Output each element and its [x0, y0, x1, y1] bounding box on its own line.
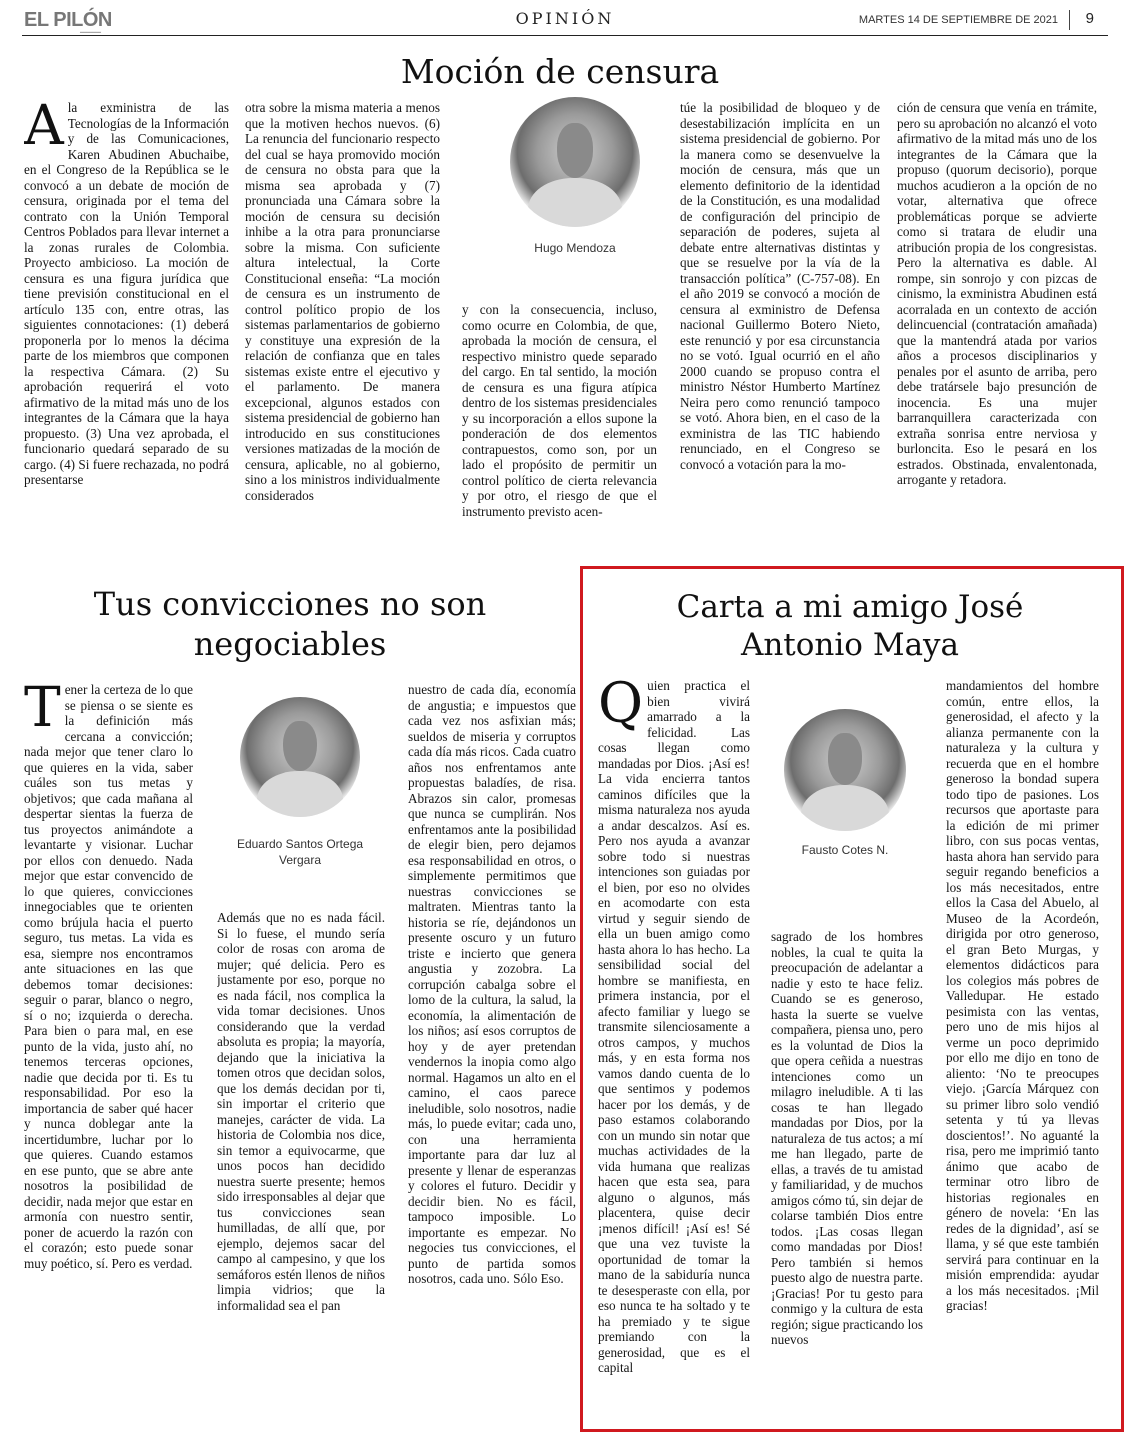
article1-column-3	[462, 302, 657, 560]
article3-col2-text: sagrado de los hombres nobles, la cual te quita la preocupación de adelantar a nadie y esto te hace feliz. Cuando se es generoso, hasta la suerte se vuelve compañera, piensa uno, pero es la voluntad de Dios la que opera ceñida a nuestras intenciones como un milagro ineludible. A ti las cosas te han llegado mandadas por Dios, por la naturaleza de tus actos; a mí me han llegado, parte de ellas, a través de tu amistad y familiaridad, y de muchos amigos cómo tú, sin dejar de colarse también Dios entre todos. ¡Las cosas llegan como mandadas por Dios! Pero también si hemos puesto algo de nuestra parte. ¡Gracias! Por tu gesto para conmigo y la cultura de esta región; sigue practicando los nuevos	[771, 929, 923, 1347]
article1-col1-text: la exministra de las Tecnologías de la Información y de las Comunicaciones, Karen Abudinen Abuchaibe, en el Congreso de la República se le convocó a un debate de moción de censura, originada por el tema del contrato con la Unión Temporal Centros Poblados para llevar internet a la zonas rurales de Colombia. Proyecto ambicioso. La moción de censura es una figura jurídica que tiene previsión constitucional en el artículo 135 con, entre otras, las siguientes connotaciones: (1) deberá proponerla por lo menos la décima parte de los miembros que componen la respectiva Cámara. (2) Su aprobación requerirá el voto afirmativo de la mitad más uno de los integrantes de la Cámara que la haya propuesto. (3) Una vez aprobada, el funcionario quedará separado de su cargo. (4) Si fuere rechazada, no podrá presentarse	[24, 100, 229, 487]
article3-title	[600, 588, 1100, 664]
article2-author-line2: Vergara	[278, 853, 322, 867]
photo-body-shape	[801, 785, 889, 831]
photo-body-shape	[528, 178, 622, 227]
author-photo-eduardo-santos	[240, 697, 360, 817]
article2-col2-text: Además que no es nada fácil. Si lo fuese, el mundo sería color de rosas con aroma de mujer; qué delicia. Pero es justamente por eso, porque no es nada fácil, nos complica la vida tomar decisiones. Unos considerando que la verdad absoluta es propia; la mayoría, dejando que la iniciativa la tomen otros que decidan solos, que los demás decidan por ti, sin importar el criterio que manejes, carácter de vida. La historia de Colombia nos dice, sin temor a equivocarme, que unos pocos han decidido nuestra suerte presente; hemos sido irresponsables al dejar que tus convicciones sean humilladas, de allí que, por ejemplo, dejemos sacar del campo al campesino, y que los semáforos estén llenos de niños limpia vidrios; que la informalidad sea el pan	[217, 910, 385, 1313]
author-photo-fausto-cotes	[784, 709, 906, 831]
article2-author-line1: Eduardo Santos Ortega	[236, 837, 364, 851]
article2-title-line1: Tus convicciones no son	[93, 585, 487, 623]
article1-title: Moción de censura	[400, 52, 720, 91]
article1-column-1	[24, 100, 229, 560]
article1-column-2	[245, 100, 440, 560]
article1-col3-text: y con la consecuencia, incluso, como ocurre en Colombia, de que, aprobada la moción de censura, el respectivo ministro quede separado del cargo. En tal sentido, la moción de censura es una figura atípica dentro de los sistemas presidenciales y su incorporación a ellos supone la ponderación de dos elementos contrapuestos, como son, por un lado el propósito de permitir un control político de cierta relevancia y por otro, el riesgo de que el instrumento previsto acen-	[462, 302, 657, 519]
photo-head-shape	[557, 123, 593, 178]
page-number: 9	[1085, 10, 1094, 27]
article3-column-2	[771, 929, 923, 1423]
logo-subtitle-mark: ━━━━━━━	[80, 30, 102, 36]
article3-col3-text: mandamientos del hombre común, entre ellos, la generosidad, el afecto y la alianza permanente con la naturaleza y la cultura y recuerda que en el hombre generoso la bondad supera todo tipo de pasiones. Los recursos que aportaste para la edición de mi primer libro, con sus pocas ventas, hasta ahora han servido para seguir regando beneficios a los más necesitados, entre ellos la Casa del Abuelo, al Museo de la Acordeón, dirigida por otro generoso, el gran Beto Murgas, y elementos didácticos para los colegios más pobres de Valledupar. He estado pesimista con las ventas, pero uno de mis hijos al verme un poco deprimido por ello me dijo en tono de aliento: ‘No te preocupes viejo. ¡García Márquez con su primer libro solo vendió setenta y tú ya llevas doscientos!’. No aguanté la risa, pero me imprimió tanto ánimo que acabo de terminar otro libro de historias regionales en género de novela: ‘En las redes de la dignidad’, así se llama, y sé que este también servirá para continuar en la misión emprendida: ayudar a los más necesitados. ¡Mil gracias!	[946, 678, 1099, 1313]
article2-col3-text: nuestro de cada día, economía de angustia; e impuestos que cada vez nos asfixian más; sueldos de miseria y corruptos cada día más ricos. Cada cuatro años nos enfrentamos ante propuestas baladíes, de risa. Abrazos sin calor, promesas que nunca se cumplirán. Nos enfrentamos ante la posibilidad de elegir bien, pero dejamos esa responsabilidad en otros, o simplemente permitimos que nuestras convicciones se maltraten. Mientras tanto la historia se ríe, dejándonos un presente oscuro y un futuro triste e incierto que genera angustia y zozobra. La corrupción cabalga sobre el lomo de la cultura, la salud, la economía, la alimentación de los niños; así esos corruptos de hoy y de ayer pretendan vendernos la inopia como algo normal. Hagamos un alto en el camino, el caos parece ineludible, solo nosotros, nadie más, lo puede evitar; cada uno, con una herramienta importante para dar luz al presente y llenar de esperanzas y colores el futuro. Decidir y decidir bien. No es fácil, tampoco imposible. Lo importante es empezar. No negocies tus convicciones, el punto de partida somos nosotros, cada uno. Sólo Eso.	[408, 682, 576, 1286]
issue-date: MARTES 14 DE SEPTIEMBRE DE 2021	[858, 14, 1058, 26]
article2-author	[215, 836, 385, 868]
header-divider	[1069, 10, 1070, 30]
article3-column-3	[946, 678, 1099, 1423]
article2-title	[30, 584, 550, 664]
photo-body-shape	[257, 771, 343, 817]
article3-col1-text: uien practica el bien vivirá amarrado a la felicidad. Las cosas llegan como mandadas por Dios. ¡Así es! La vida encierra tantos caminos difíciles que la misma naturaleza nos ayuda a andar descalzos. Así es. Pero nos ayuda a avanzar sobre todo si nuestras intenciones son guiadas por el bien, por eso no olvides en acomodarte con esta virtud y seguir siendo de ella un buen amigo como hasta ahora lo has hecho. La sensibilidad social del hombre se manifiesta, en primera instancia, por el afecto familiar y luego se transmite silenciosamente a otros campos, y muchos más, y en esta forma nos vamos dando cuenta de lo que sentimos y podemos hacer por los demás, y de paso estamos colaborando con un mundo sin notar que muchas actividades de la vida humana que realizas hacen que esta sea, para alguno o algunos, más placentera, quise decir ¡menos difícil! ¡Así es! Sé que una vez tuviste la oportunidad de tomar la mano de la sabiduría nunca te desesperaste con ella, por eso nunca te ha soltado y te ha premiado y te sigue premiando con la generosidad, que es el capital	[598, 678, 750, 1375]
article3-dropcap: Q	[598, 678, 644, 735]
article1-column-4	[680, 100, 880, 560]
article2-column-1	[24, 682, 193, 1422]
article1-author: Hugo Mendoza	[534, 241, 616, 255]
newspaper-logo: EL PILÓN	[24, 9, 112, 31]
article2-col1-text: ener la certeza de lo que se piensa o se siente es la definición más cercana a convicción; nada mejor que tener claro lo que quieres en la vida, saber cuáles son tus metas y objetivos; que cada mañana al despertar sientas la fuerza de tus proyectos animándote a levantarte y visionar. Luchar por ellos con denuedo. Nada mejor que estar convencido de lo que quieres, convicciones innegociables que te orienten como brújula hacia el puerto seguro, tus metas. La vida es esa, siempre nos encontramos ante situaciones en las que debemos tomar decisiones: seguir o parar, blanco o negro, sí o no; izquierda o derecha. Para bien o para mal, en ese punto de la vida, justo ahí, no tenemos terceras opciones, nadie que decida por ti. Es tu responsabilidad. Por eso la importancia de saber qué hacer y nunca doblegar ante la incertidumbre, luchar por lo que quieres. Cuando estamos en ese punto, que se abre ante nosotros la posibilidad de decidir, nada mejor que estar en armonía con nuestro sentir, poner de acuerdo la razón con el corazón; esto puede sonar muy poético, sí. Pero es verdad.	[24, 682, 193, 1271]
article2-column-2	[217, 910, 385, 1422]
photo-head-shape	[283, 721, 317, 771]
article1-column-5	[897, 100, 1097, 560]
article3-author: Fausto Cotes N.	[801, 843, 889, 857]
article3-title-line1: Carta a mi amigo José	[676, 589, 1024, 625]
photo-head-shape	[828, 733, 862, 784]
article1-dropcap: A	[24, 100, 64, 157]
article1-col4-text: túe la posibilidad de bloqueo y de desestabilización implícita en un sistema presidencial de gobierno. Por la manera como se desenvuelve la moción de censura, más que un elemento definitorio de la identidad de la Constitución, es una modalidad de configuración del principio de separación de poderes, sujeta al debate entre alternativas distintas y que se resuelve por la vía de la transacción política” (C-757-08). En el año 2019 se convocó a moción de censura al exministro de Defensa nacional Guillermo Botero Nieto, este renunció y por esa circunstancia no se votó. Igual ocurrió en el año 2000 cuando se propuso contra el ministro Néstor Humberto Martínez Neira pero como renunció tampoco se votó. Ahora bien, en el caso de la exministra de las TIC habiendo renunciado, en el Congreso se convocó a votación para la mo-	[680, 100, 880, 472]
article1-col2-text: otra sobre la misma materia a menos que la motiven hechos nuevos. (6) La renuncia del funcionario respecto del cual se haya promovido moción de censura no obsta para que la misma sea aprobada y (7) pronunciada una Cámara sobre la moción de censura su decisión inhibe a la otra para pronunciarse sobre la misma. Con suficiente altura intelectual, la Corte Constitucional enseña: “La moción de censura es un instrumento de control político propio de los sistemas parlamentarios de gobierno y constituye una expresión de la relación de confianza que en tales sistemas existe entre el ejecutivo y el parlamento. De manera excepcional, algunos estados con sistema presidencial de gobierno han introducido en sus constituciones versiones matizadas de la moción de censura, aplicable, no al gobierno, sino a los ministros individualmente considerados	[245, 100, 440, 503]
article3-column-1	[598, 678, 750, 1423]
article1-col5-text: ción de censura que venía en trámite, pero su aprobación no alcanzó el voto afirmativo de la mitad más uno de los integrantes de la Cámara que la propuso (quorum decisorio), porque muchos acudieron a la opción de no votar, alternativa que ofrece problemáticas porque se advierte como si tratara de eludir una atribución propia de los congresistas. Pero la alternativa es dable. Al rompe, sin sonrojo y con pizcas de cinismo, la exministra Abudinen está acorralada en un contexto de acción delincuencial (contratación amañada) que la mantendrá atada por varios años a procesos disciplinarios y penales por el asunto de arriba, pero debe tratársele bajo presunción de inocencia. Es una mujer barranquillera caracterizada con extraña sonrisa entre nerviosa y burloncita. Eso le pesará en los estrados. Obstinada, envalentonada, arrogante y retadora.	[897, 100, 1097, 487]
author-photo-hugo-mendoza	[510, 97, 640, 227]
section-title: OPINIÓN	[515, 9, 615, 28]
article2-title-line2: negociables	[193, 625, 387, 663]
article2-dropcap: T	[24, 682, 61, 739]
masthead	[22, 8, 1108, 36]
article2-column-3	[408, 682, 576, 1422]
article3-title-line2: Antonio Maya	[740, 627, 960, 663]
